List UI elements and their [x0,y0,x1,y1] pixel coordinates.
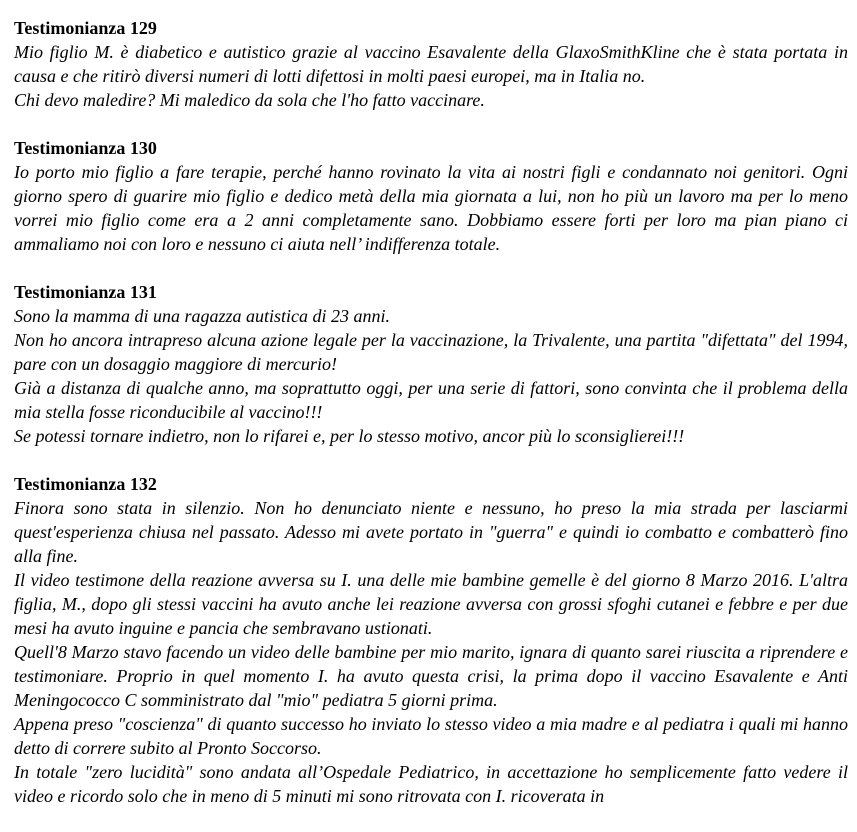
testimony-paragraph: Sono la mamma di una ragazza autistica di 23 anni. [14,306,391,326]
testimony-paragraph: Chi devo maledire? Mi maledico da sola che l'ho fatto vaccinare. [14,90,485,110]
testimony-title: Testimonianza 131 [14,282,157,302]
testimony-129 [14,16,848,112]
testimony-paragraph: Se potessi tornare indietro, non lo rifarei e, per lo stesso motivo, ancor più lo sconsiglierei!!! [14,426,685,446]
testimony-paragraph: Finora sono stata in silenzio. Non ho denunciato niente e nessuno, ho preso la mia strada per lasciarmi quest'esperienza chiusa nel passato. Adesso mi avete portato in "guerra" e quindi io combatto e combatterò fino alla fine. [14,498,848,566]
testimony-title: Testimonianza 130 [14,138,157,158]
testimony-130 [14,136,848,256]
testimony-title: Testimonianza 132 [14,474,157,494]
testimony-paragraph: Già a distanza di qualche anno, ma soprattutto oggi, per una serie di fattori, sono convinta che il problema della mia stella fosse riconducibile al vaccino!!! [14,378,848,422]
testimony-paragraph: Quell'8 Marzo stavo facendo un video delle bambine per mio marito, ignara di quanto sarei riuscita a riprendere e testimoniare. Proprio in quel momento I. ha avuto questa crisi, la prima dopo il vaccino Esavalente e Anti Meningococco C somministrato dal "mio" pediatra 5 giorni prima. [14,642,848,710]
testimony-paragraph: Appena preso "coscienza" di quanto successo ho inviato lo stesso video a mia madre e al pediatra i quali mi hanno detto di correre subito al Pronto Soccorso. [14,714,848,758]
testimony-paragraph: In totale "zero lucidità" sono andata all’Ospedale Pediatrico, in accettazione ho semplicemente fatto vedere il video e ricordo solo che in meno di 5 minuti mi sono ritrovata con I. ricoverata in [14,762,848,806]
testimony-paragraph: Mio figlio M. è diabetico e autistico grazie al vaccino Esavalente della GlaxoSmithKline che è stata portata in causa e che ritirò diversi numeri di lotti difettosi in molti paesi europei, ma in Italia no. [14,42,848,86]
document-page [14,16,848,832]
testimony-131 [14,280,848,448]
testimony-paragraph: Il video testimone della reazione avversa su I. una delle mie bambine gemelle è del giorno 8 Marzo 2016. L'altra figlia, M., dopo gli stessi vaccini ha avuto anche lei reazione avversa con grossi sfoghi cutanei e febbre e per due mesi ha avuto inguine e pancia che sembravano ustionati. [14,570,848,638]
testimony-paragraph: Io porto mio figlio a fare terapie, perché hanno rovinato la vita ai nostri figli e condannato noi genitori. Ogni giorno spero di guarire mio figlio e dedico metà della mia giornata a lui, non ho più un lavoro ma per lo meno vorrei mio figlio come era a 2 anni completamente sano. Dobbiamo essere forti per loro ma pian piano ci ammaliamo noi con loro e nessuno ci aiuta nell’ indifferenza totale. [14,162,848,254]
testimony-paragraph: Non ho ancora intrapreso alcuna azione legale per la vaccinazione, la Trivalente, una partita "difettata" del 1994, pare con un dosaggio maggiore di mercurio! [14,330,848,374]
testimony-title: Testimonianza 129 [14,18,157,38]
testimony-132 [14,472,848,808]
